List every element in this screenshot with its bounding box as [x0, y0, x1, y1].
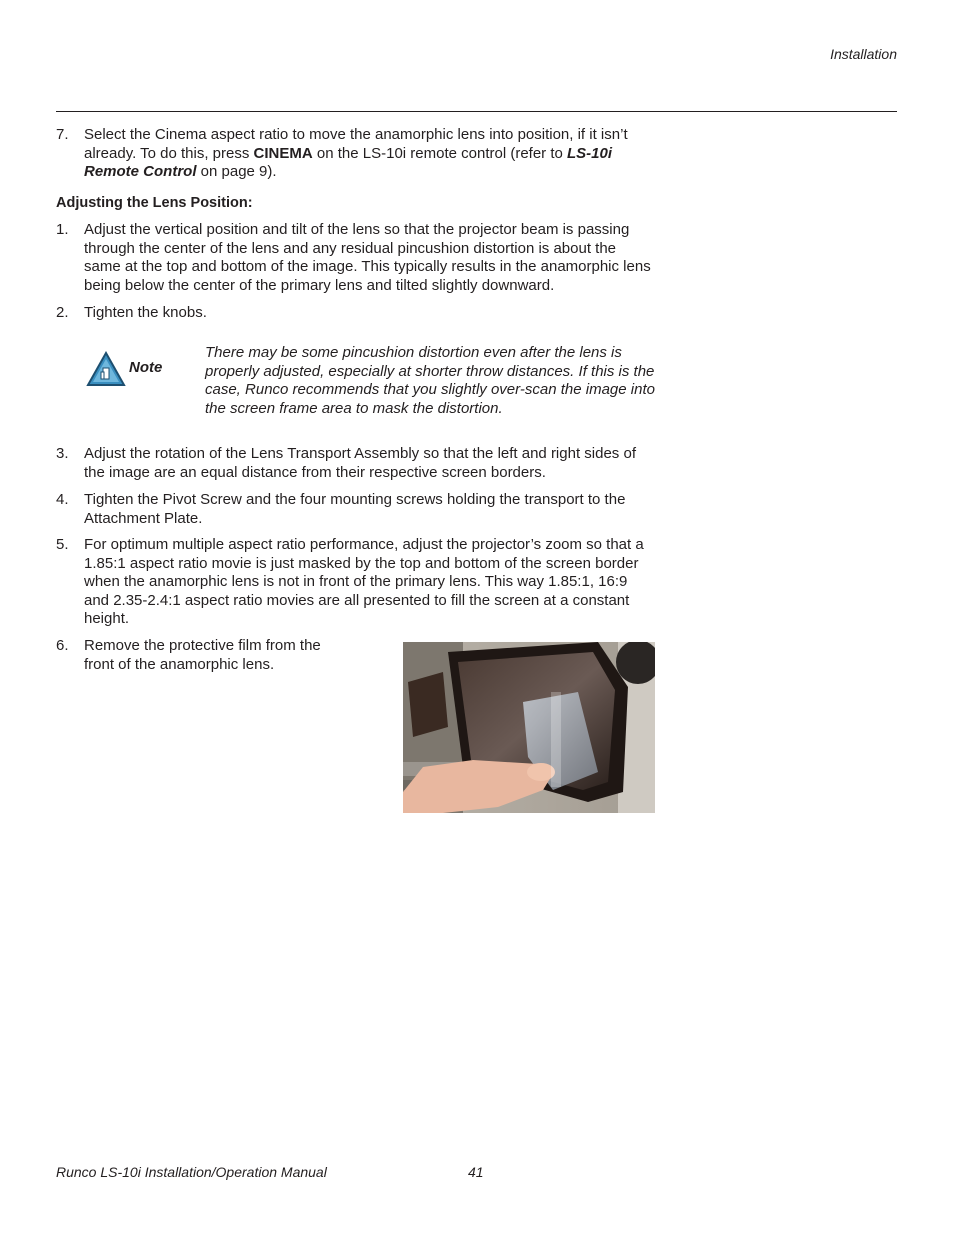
list-item-step-4 — [56, 491, 656, 528]
step-text: Tighten the knobs. — [84, 304, 207, 321]
section-subheading: Adjusting the Lens Position: — [56, 195, 253, 211]
step-text: Tighten the Pivot Screw and the four mounting screws holding the transport to the Attachment Plate. — [84, 491, 626, 527]
step-number: 1. — [56, 221, 69, 238]
lens-film-removal-photo — [403, 642, 655, 813]
footer-page-number: 41 — [468, 1164, 484, 1180]
list-item-step-5 — [56, 536, 656, 629]
step-text: Adjust the rotation of the Lens Transport Assembly so that the left and right sides of the image are an equal distance from their respective screen borders. — [84, 445, 636, 481]
list-item-step-1 — [56, 221, 656, 295]
note-icon — [86, 351, 126, 387]
step-number: 3. — [56, 445, 69, 462]
list-item-step-7 — [56, 126, 656, 182]
cross-reference-link[interactable]: LS-10i Remote Control — [84, 144, 613, 181]
step-number: 5. — [56, 536, 69, 553]
footer-manual-title: Runco LS-10i Installation/Operation Manual — [56, 1164, 327, 1180]
step-number: 7. — [56, 126, 69, 143]
step-text: For optimum multiple aspect ratio performance, adjust the projector’s zoom so that a 1.85:1 aspect ratio movie is just masked by the top and bottom of the screen border when the anamorphic lens is not in front of the primary lens. This way 1.85:1, 16:9 and 2.35-2.4:1 aspect ratio movies are all presented to fill the screen at a constant height. — [84, 536, 644, 628]
step-text: Adjust the vertical position and tilt of the lens so that the projector beam is passing through the center of the lens and any residual pincushion distortion is about the same at the top and bottom of the image. This typically results in the anamorphic lens being below the center of the primary lens and tilted slightly downward. — [84, 221, 651, 294]
running-header: Installation — [830, 46, 897, 62]
note-label: Note — [129, 359, 163, 376]
step-number: 2. — [56, 304, 69, 321]
list-item-step-2 — [56, 304, 656, 323]
step-text: Select the Cinema aspect ratio to move the anamorphic lens into position, if it isn’t already. To do this, press CINEMA on the LS-10i remote control (refer to LS-10i Remote Control on page 9). — [84, 126, 628, 181]
step-text: Remove the protective film from the front of the anamorphic lens. — [84, 637, 321, 673]
step-number: 6. — [56, 637, 69, 654]
note-text: There may be some pincushion distortion even after the lens is properly adjusted, especially at shorter throw distances. If this is the case, Runco recommends that you slightly over-scan the image into the screen frame area to mask the distortion. — [205, 344, 655, 417]
header-rule — [56, 111, 897, 112]
list-item-step-3 — [56, 445, 656, 482]
list-item-step-6 — [56, 637, 346, 674]
step-number: 4. — [56, 491, 69, 508]
cinema-button-ref: CINEMA — [253, 144, 313, 162]
